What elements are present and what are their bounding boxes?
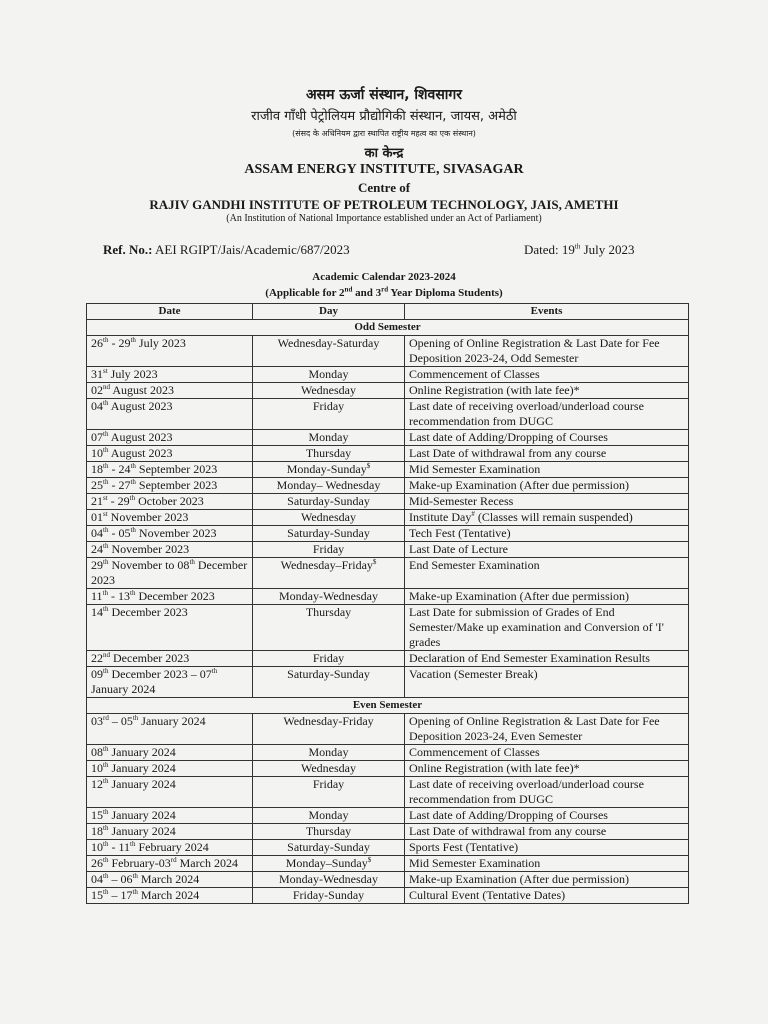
table-row — [87, 714, 689, 745]
date-cell: 14th December 2023 — [87, 605, 253, 651]
day-cell: Monday — [253, 367, 405, 383]
date-cell: 25th - 27th September 2023 — [87, 478, 253, 494]
event-cell: Make-up Examination (After due permission) — [405, 478, 689, 494]
event-cell: Commencement of Classes — [405, 367, 689, 383]
date-cell: 22nd December 2023 — [87, 651, 253, 667]
date-cell: 10th - 11th February 2024 — [87, 840, 253, 856]
event-cell: Commencement of Classes — [405, 745, 689, 761]
event-cell: Online Registration (with late fee)* — [405, 383, 689, 399]
table-row — [87, 589, 689, 605]
day-cell: Saturday-Sunday — [253, 667, 405, 698]
day-cell: Saturday-Sunday — [253, 526, 405, 542]
institute-status: (An Institution of National Importance established under an Act of Parliament) — [226, 213, 542, 224]
date-cell: 29th November to 08th December 2023 — [87, 558, 253, 589]
date-cell: 11th - 13th December 2023 — [87, 589, 253, 605]
day-cell: Monday — [253, 808, 405, 824]
event-cell: Institute Day# (Classes will remain suspended) — [405, 510, 689, 526]
table-row — [87, 430, 689, 446]
ref-value: AEI RGIPT/Jais/Academic/687/2023 — [155, 242, 350, 257]
table-header-row — [87, 304, 689, 320]
table-row — [87, 336, 689, 367]
hindi-parent-institute-name: राजीव गाँधी पेट्रोलियम प्रौद्योगिकी संस्थान, जायस, अमेठी — [251, 109, 517, 124]
date-cell: 01st November 2023 — [87, 510, 253, 526]
day-cell: Monday-Wednesday — [253, 589, 405, 605]
event-cell: Last Date for submission of Grades of End Semester/Make up examination and Conversion of 'I' grades — [405, 605, 689, 651]
event-cell: End Semester Examination — [405, 558, 689, 589]
date-cell: 26th February-03rd March 2024 — [87, 856, 253, 872]
table-row — [87, 494, 689, 510]
date-cell: 02nd August 2023 — [87, 383, 253, 399]
day-cell: Friday-Sunday — [253, 888, 405, 904]
table-row — [87, 605, 689, 651]
day-cell: Friday — [253, 542, 405, 558]
date-cell: 04th – 06th March 2024 — [87, 872, 253, 888]
event-cell: Online Registration (with late fee)* — [405, 761, 689, 777]
day-cell: Monday– Wednesday — [253, 478, 405, 494]
day-cell: Thursday — [253, 824, 405, 840]
event-cell: Sports Fest (Tentative) — [405, 840, 689, 856]
column-header-events: Events — [405, 304, 689, 320]
parent-institute-name: RAJIV GANDHI INSTITUTE OF PETROLEUM TECHNOLOGY, JAIS, AMETHI — [149, 197, 619, 212]
day-cell: Thursday — [253, 446, 405, 462]
event-cell: Mid Semester Examination — [405, 856, 689, 872]
table-row — [87, 824, 689, 840]
date-cell: 10th January 2024 — [87, 761, 253, 777]
date-cell: 31st July 2023 — [87, 367, 253, 383]
day-cell: Thursday — [253, 605, 405, 651]
day-cell: Monday — [253, 745, 405, 761]
event-cell: Make-up Examination (After due permission) — [405, 872, 689, 888]
day-cell: Saturday-Sunday — [253, 494, 405, 510]
calendar-body — [87, 320, 689, 904]
day-cell: Wednesday — [253, 510, 405, 526]
event-cell: Make-up Examination (After due permission) — [405, 589, 689, 605]
day-cell: Wednesday-Friday — [253, 714, 405, 745]
table-row — [87, 808, 689, 824]
date-cell: 03rd – 05th January 2024 — [87, 714, 253, 745]
even-semester-row — [87, 698, 689, 714]
odd-semester-row — [87, 320, 689, 336]
event-cell: Opening of Online Registration & Last Date for Fee Deposition 2023-24, Odd Semester — [405, 336, 689, 367]
event-cell: Last Date of withdrawal from any course — [405, 446, 689, 462]
table-row — [87, 856, 689, 872]
odd-semester-heading: Odd Semester — [87, 320, 689, 336]
event-cell: Last date of receiving overload/underload course recommendation from DUGC — [405, 777, 689, 808]
calendar-title: Academic Calendar 2023-2024 — [312, 271, 456, 283]
table-row — [87, 651, 689, 667]
date-cell: 24th November 2023 — [87, 542, 253, 558]
table-row — [87, 542, 689, 558]
date-cell: 21st - 29th October 2023 — [87, 494, 253, 510]
date-cell: 26th - 29th July 2023 — [87, 336, 253, 367]
table-row — [87, 383, 689, 399]
day-cell: Saturday-Sunday — [253, 840, 405, 856]
table-row — [87, 446, 689, 462]
table-row — [87, 745, 689, 761]
table-row — [87, 872, 689, 888]
table-row — [87, 478, 689, 494]
academic-calendar-table — [86, 303, 689, 904]
event-cell: Last Date of Lecture — [405, 542, 689, 558]
centre-of-label: Centre of — [357, 180, 411, 195]
date-cell: 04th August 2023 — [87, 399, 253, 430]
date-cell: 18th - 24th September 2023 — [87, 462, 253, 478]
reference-number — [103, 242, 350, 258]
event-cell: Last date of Adding/Dropping of Courses — [405, 808, 689, 824]
hindi-institute-name: असम ऊर्जा संस्थान, शिवसागर — [305, 87, 463, 103]
calendar-subtitle: (Applicable for 2nd and 3rd Year Diploma Students) — [265, 285, 503, 299]
date-cell: 10th August 2023 — [87, 446, 253, 462]
date-cell: 12th January 2024 — [87, 777, 253, 808]
column-header-day: Day — [253, 304, 405, 320]
event-cell: Opening of Online Registration & Last Date for Fee Deposition 2023-24, Even Semester — [405, 714, 689, 745]
day-cell: Wednesday-Saturday — [253, 336, 405, 367]
date-cell: 08th January 2024 — [87, 745, 253, 761]
table-row — [87, 526, 689, 542]
day-cell: Monday — [253, 430, 405, 446]
table-row — [87, 761, 689, 777]
event-cell: Last Date of withdrawal from any course — [405, 824, 689, 840]
dated-value: 19th July 2023 — [561, 242, 635, 257]
dated — [524, 242, 635, 258]
table-row — [87, 462, 689, 478]
dated-label: Dated: — [524, 242, 559, 257]
day-cell: Monday-Sunday$ — [253, 462, 405, 478]
event-cell: Last date of Adding/Dropping of Courses — [405, 430, 689, 446]
even-semester-heading: Even Semester — [87, 698, 689, 714]
event-cell: Mid-Semester Recess — [405, 494, 689, 510]
day-cell: Monday-Wednesday — [253, 872, 405, 888]
event-cell: Vacation (Semester Break) — [405, 667, 689, 698]
table-row — [87, 367, 689, 383]
date-cell: 15th January 2024 — [87, 808, 253, 824]
table-row — [87, 558, 689, 589]
day-cell: Friday — [253, 777, 405, 808]
date-cell: 18th January 2024 — [87, 824, 253, 840]
ref-label: Ref. No.: — [103, 242, 153, 257]
table-row — [87, 399, 689, 430]
table-row — [87, 667, 689, 698]
event-cell: Tech Fest (Tentative) — [405, 526, 689, 542]
day-cell: Friday — [253, 651, 405, 667]
hindi-institute-status: (संसद के अधिनियम द्वारा स्थापित राष्ट्रीय महत्व का एक संस्थान) — [292, 129, 476, 138]
day-cell: Wednesday–Friday$ — [253, 558, 405, 589]
table-row — [87, 777, 689, 808]
event-cell: Mid Semester Examination — [405, 462, 689, 478]
event-cell: Declaration of End Semester Examination Results — [405, 651, 689, 667]
date-cell: 15th – 17th March 2024 — [87, 888, 253, 904]
day-cell: Monday–Sunday$ — [253, 856, 405, 872]
date-cell: 09th December 2023 – 07th January 2024 — [87, 667, 253, 698]
date-cell: 04th - 05th November 2023 — [87, 526, 253, 542]
day-cell: Wednesday — [253, 761, 405, 777]
table-row — [87, 840, 689, 856]
date-cell: 07th August 2023 — [87, 430, 253, 446]
institute-name: ASSAM ENERGY INSTITUTE, SIVASAGAR — [244, 162, 524, 177]
table-row — [87, 510, 689, 526]
table-row — [87, 888, 689, 904]
day-cell: Friday — [253, 399, 405, 430]
hindi-centre-of: का केन्द्र — [364, 146, 404, 161]
day-cell: Wednesday — [253, 383, 405, 399]
event-cell: Last date of receiving overload/underload course recommendation from DUGC — [405, 399, 689, 430]
column-header-date: Date — [87, 304, 253, 320]
event-cell: Cultural Event (Tentative Dates) — [405, 888, 689, 904]
